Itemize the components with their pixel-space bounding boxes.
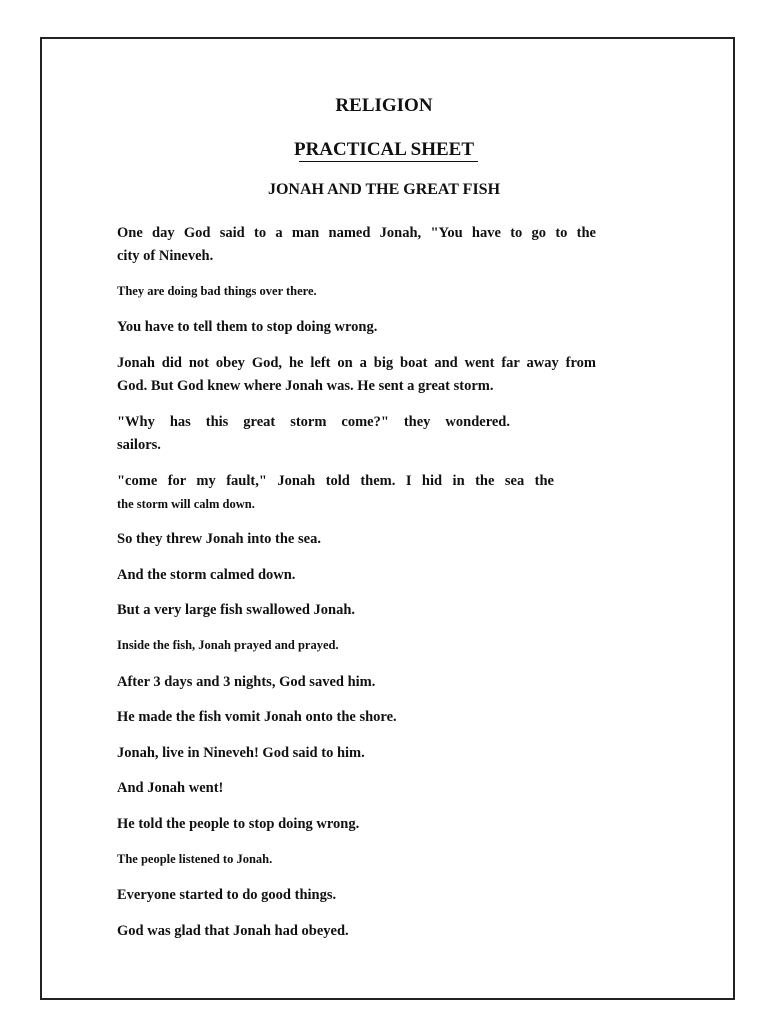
paragraph-3: You have to tell them to stop doing wrong. xyxy=(117,319,378,335)
paragraph-4 xyxy=(117,352,596,398)
paragraph-13: Jonah, live in Nineveh! God said to him. xyxy=(117,745,365,761)
paragraph-1-line-1: One day God said to a man named Jonah, "You have to go to the xyxy=(117,225,596,241)
subject-heading: RELIGION xyxy=(335,95,433,116)
paragraph-17: Everyone started to do good things. xyxy=(117,887,337,903)
paragraph-7: So they threw Jonah into the sea. xyxy=(117,531,321,547)
paragraph-12: He made the fish vomit Jonah onto the shore. xyxy=(117,709,397,725)
paragraph-11: After 3 days and 3 nights, God saved him. xyxy=(117,674,376,690)
paragraph-9: But a very large fish swallowed Jonah. xyxy=(117,602,356,618)
paragraph-10: Inside the fish, Jonah prayed and prayed. xyxy=(117,638,339,652)
paragraph-1 xyxy=(117,222,596,268)
paragraph-18: God was glad that Jonah had obeyed. xyxy=(117,923,349,939)
paragraph-5 xyxy=(117,411,510,457)
paragraph-2: They are doing bad things over there. xyxy=(117,284,317,298)
paragraph-15: He told the people to stop doing wrong. xyxy=(117,816,360,832)
paragraph-5-line-1: "Why has this great storm come?" they wondered. xyxy=(117,414,510,430)
paragraph-5-line-2: sailors. xyxy=(117,437,161,453)
paragraph-8: And the storm calmed down. xyxy=(117,567,296,583)
story-title: JONAH AND THE GREAT FISH xyxy=(267,181,501,198)
sheet-title-underline xyxy=(299,161,478,162)
paragraph-14: And Jonah went! xyxy=(117,780,224,796)
paragraph-6-line-1: "come for my fault," Jonah told them. I hid in the sea the xyxy=(117,473,554,489)
paragraph-6-line-2: the storm will calm down. xyxy=(117,497,255,511)
paragraph-1-line-2: city of Nineveh. xyxy=(117,248,214,264)
paragraph-4-line-2: God. But God knew where Jonah was. He sent a great storm. xyxy=(117,378,494,394)
paragraph-16: The people listened to Jonah. xyxy=(117,852,273,866)
sheet-title: PRACTICAL SHEET xyxy=(293,139,475,160)
paragraph-4-line-1: Jonah did not obey God, he left on a big boat and went far away from xyxy=(117,355,596,371)
paragraph-6 xyxy=(117,470,554,516)
